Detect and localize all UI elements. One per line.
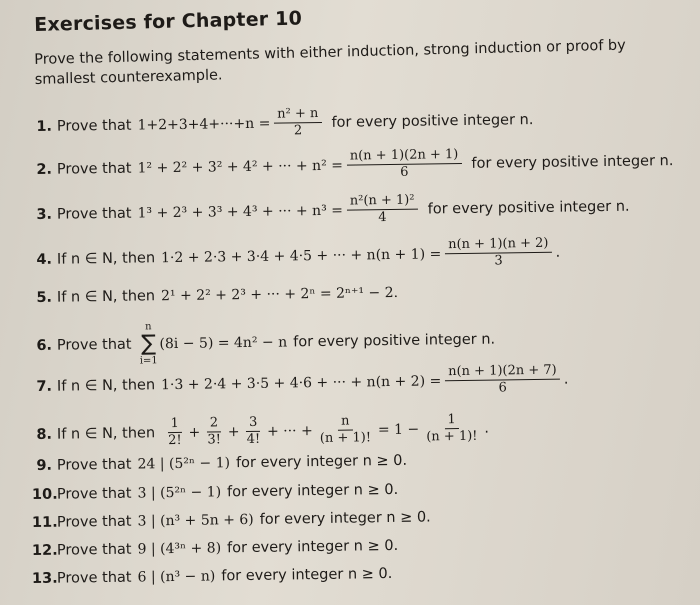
- exercise-condition: for every positive integer n.: [331, 111, 534, 131]
- exercise-label: Prove that: [56, 205, 132, 223]
- fraction-numerator: n(n + 1)(n + 2): [445, 236, 551, 254]
- exercise-label: Prove that: [56, 569, 132, 587]
- chapter-title: Exercises for Chapter 10: [34, 7, 303, 36]
- fraction-numerator: 1: [167, 416, 182, 433]
- exercise-label: Prove that: [56, 336, 132, 354]
- exercise-2: [32, 144, 674, 186]
- exercise-1: [32, 103, 534, 143]
- fraction: [165, 416, 185, 449]
- fraction-denominator: 3: [494, 253, 503, 269]
- exercise-expression: 9 | (4³ⁿ + 8): [137, 540, 222, 558]
- fraction: [243, 415, 263, 448]
- fraction-numerator: 1: [444, 412, 459, 429]
- fraction-denominator: 3!: [207, 432, 222, 448]
- exercise-label: Prove that: [56, 117, 132, 135]
- exercise-expression: 2¹ + 2² + 2³ + ··· + 2ⁿ = 2ⁿ⁺¹ − 2.: [160, 284, 399, 305]
- fraction: [445, 363, 560, 398]
- fraction-numerator: 2: [207, 415, 222, 432]
- exercise-expression: 1+2+3+4+···+n =: [137, 115, 271, 134]
- exercise-number: 9.: [36, 457, 53, 474]
- exercise-number: 4.: [36, 251, 53, 268]
- exercise-expression: 3 | (n³ + 5n + 6): [137, 511, 254, 530]
- exercise-9: [32, 453, 407, 474]
- fraction-numerator: n² + n: [274, 106, 321, 124]
- exercise-number: 6.: [36, 337, 53, 354]
- exercise-condition: .: [555, 244, 561, 261]
- exercise-label: If n ∈ N, then: [56, 424, 156, 443]
- exercise-condition: for every integer n ≥ 0.: [226, 537, 399, 557]
- fraction: [423, 412, 481, 446]
- exercise-condition: for every positive integer n.: [471, 152, 674, 172]
- exercise-11: [32, 509, 431, 531]
- exercise-condition: for every integer n ≥ 0.: [226, 481, 399, 501]
- summation-symbol: [139, 321, 158, 367]
- sum-lower-bound: i=1: [139, 355, 158, 367]
- exercise-label: Prove that: [56, 485, 132, 503]
- fraction-numerator: n(n + 1)(2n + 7): [445, 363, 560, 382]
- exercise-5: [32, 285, 398, 306]
- exercise-expression: 24 | (5²ⁿ − 1): [137, 455, 231, 473]
- exercise-label: If n ∈ N, then: [56, 376, 156, 395]
- exercise-condition: for every positive integer n.: [293, 331, 496, 351]
- exercise-number: 12.: [31, 542, 58, 559]
- fraction-denominator: (n + 1)!: [319, 430, 372, 446]
- exercise-label: If n ∈ N, then: [56, 288, 156, 306]
- exercise-number: 7.: [36, 378, 53, 395]
- exercise-number: 11.: [31, 514, 58, 531]
- fraction-denominator: 2: [293, 123, 303, 139]
- instructions: Prove the following statements with either induction, strong induction or proof by smallest counterexample.: [34, 37, 626, 88]
- exercise-number: 8.: [36, 426, 53, 443]
- fraction: [204, 415, 224, 448]
- ellipsis-term: + ··· +: [266, 422, 313, 440]
- exercise-condition: for every integer n ≥ 0.: [221, 565, 393, 585]
- exercise-expression: 1·3 + 2·4 + 3·5 + 4·6 + ··· + n(n + 2) =: [160, 372, 442, 393]
- fraction: [317, 413, 375, 447]
- exercise-12: [32, 538, 398, 559]
- fraction-numerator: 3: [246, 415, 261, 432]
- exercise-label: Prove that: [56, 456, 132, 474]
- fraction-numerator: n: [338, 414, 353, 431]
- exercise-number: 13.: [31, 570, 58, 587]
- sum-upper-bound: n: [144, 321, 152, 333]
- exercise-condition: for every positive integer n.: [427, 198, 630, 217]
- exercise-expression: (8i − 5) = 4n² − n: [159, 334, 288, 353]
- fraction-denominator: 6: [498, 380, 507, 396]
- exercise-4: [32, 236, 561, 276]
- fraction-numerator: n(n + 1)(2n + 1): [347, 147, 462, 166]
- fraction-denominator: 6: [400, 164, 409, 180]
- equals-term: = 1 −: [377, 421, 420, 438]
- exercise-3: [32, 190, 630, 231]
- fraction-denominator: (n + 1)!: [426, 428, 478, 445]
- exercise-number: 1.: [36, 118, 53, 135]
- fraction-numerator: n²(n + 1)²: [347, 193, 418, 211]
- exercise-8: [32, 412, 489, 451]
- exercise-label: Prove that: [56, 160, 132, 178]
- fraction: [445, 236, 552, 270]
- exercise-condition: for every integer n ≥ 0.: [235, 452, 408, 472]
- fraction-denominator: 4!: [246, 431, 261, 448]
- exercise-7: [32, 363, 569, 403]
- exercise-expression: 1·2 + 2·3 + 3·4 + 4·5 + ··· + n(n + 1) =: [160, 245, 442, 266]
- exercise-number: 5.: [36, 289, 53, 306]
- exercise-number: 10.: [31, 486, 58, 503]
- fraction-denominator: 2!: [168, 432, 182, 449]
- exercise-expression: 1³ + 2³ + 3³ + 4³ + ··· + n³ =: [137, 202, 344, 222]
- exercise-expression: 6 | (n³ − n): [137, 568, 216, 586]
- fraction: [347, 193, 418, 227]
- exercise-condition: for every integer n ≥ 0.: [259, 509, 431, 528]
- exercise-label: Prove that: [56, 541, 132, 559]
- plus-sign: +: [227, 423, 240, 440]
- exercise-label: If n ∈ N, then: [56, 249, 156, 268]
- plus-sign: +: [188, 424, 201, 441]
- exercise-6: [32, 317, 496, 369]
- exercise-label: Prove that: [56, 513, 132, 531]
- fraction: [274, 106, 322, 140]
- fraction-denominator: 4: [378, 210, 387, 226]
- exercise-expression: 1² + 2² + 3² + 4² + ··· + n² =: [137, 157, 344, 177]
- exercise-number: 3.: [36, 206, 53, 223]
- exercise-10: [32, 482, 398, 503]
- exercise-expression: 3 | (5²ⁿ − 1): [137, 484, 222, 502]
- fraction: [347, 147, 462, 182]
- exercise-condition: .: [484, 420, 490, 437]
- sigma-icon: ∑: [140, 331, 157, 357]
- exercise-condition: .: [563, 371, 569, 388]
- exercise-13: [32, 566, 393, 587]
- exercise-number: 2.: [36, 161, 53, 178]
